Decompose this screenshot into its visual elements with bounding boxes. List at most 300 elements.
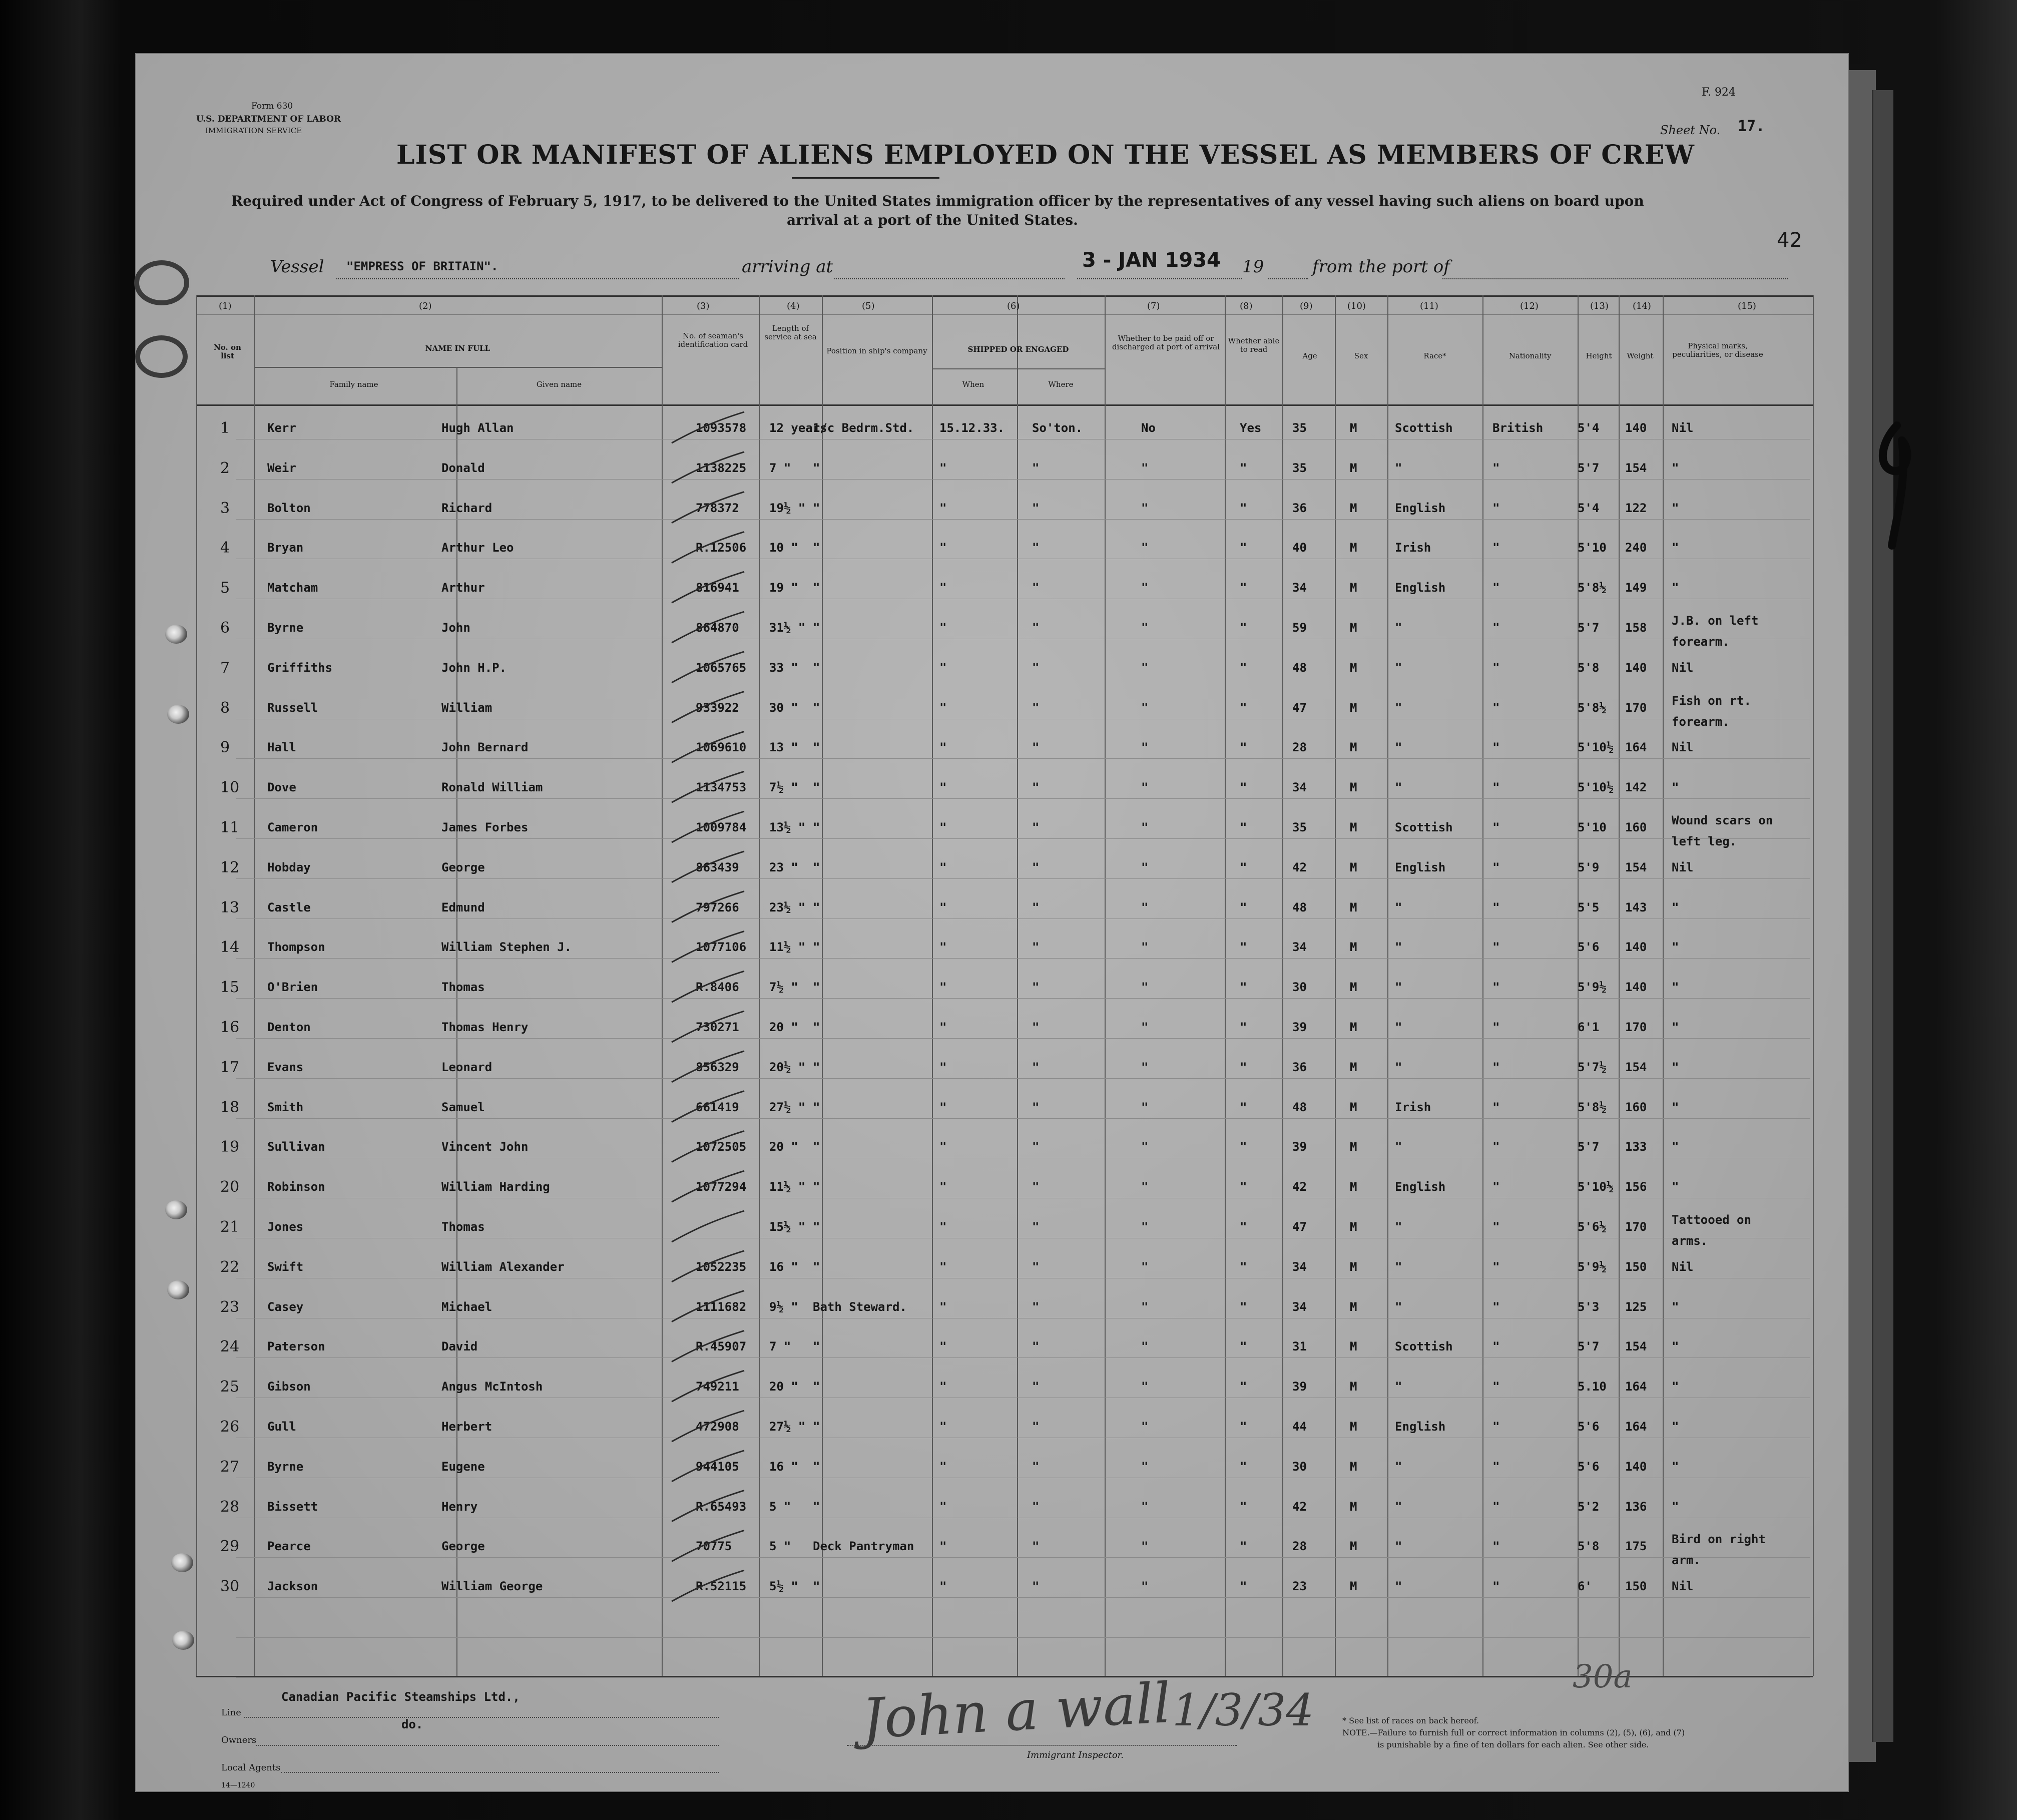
check-slash — [672, 891, 744, 923]
arrival-date-stamp: 3 - JAN 1934 — [1082, 249, 1221, 272]
given-name-cell: Eugene — [441, 1459, 485, 1474]
height-cell: 5'10½ — [1578, 1180, 1614, 1194]
paid-off-cell: " — [1141, 1220, 1149, 1234]
family-name-cell: Russell — [267, 700, 318, 715]
position-cell: " — [813, 1259, 820, 1274]
service-length-cell: 13 " — [769, 740, 798, 755]
nationality-cell: " — [1492, 1339, 1500, 1354]
shipped-when-cell: " — [939, 1060, 947, 1074]
paid-off-cell: " — [1141, 541, 1149, 555]
height-cell: 5'9 — [1578, 860, 1600, 874]
able-read-cell: " — [1240, 740, 1247, 755]
able-read-cell: " — [1240, 860, 1247, 874]
service-length-cell: 16 " — [769, 1459, 798, 1474]
physical-marks-cell: Tattooed on — [1672, 1213, 1751, 1227]
paid-off-cell: " — [1141, 780, 1149, 795]
height-cell: 5'9½ — [1578, 980, 1607, 995]
physical-marks-cell: " — [1672, 1100, 1679, 1114]
check-slash — [672, 1091, 744, 1122]
shipped-where-cell: " — [1032, 1259, 1040, 1274]
weight-cell: 143 — [1625, 900, 1647, 915]
service-length-cell: 5½ " — [769, 1579, 798, 1594]
age-cell: 42 — [1292, 1499, 1307, 1514]
col-number: (1) — [219, 301, 232, 311]
service-length-cell: 10 " — [769, 541, 798, 555]
col-number: (4) — [787, 301, 800, 311]
underlying-sheet-edge — [1872, 90, 1893, 1742]
row-number: 23 — [220, 1298, 240, 1316]
sex-cell: M — [1350, 1299, 1357, 1314]
physical-marks-cell: " — [1672, 1140, 1679, 1154]
sheet-number: 17. — [1738, 118, 1765, 135]
age-cell: 34 — [1292, 1259, 1307, 1274]
given-name-cell: Vincent John — [441, 1140, 529, 1154]
races-note: * See list of races on back hereof. — [1342, 1716, 1479, 1725]
able-read-cell: " — [1240, 1579, 1247, 1594]
race-cell: " — [1395, 1060, 1402, 1074]
id-card-cell: 472908 — [696, 1420, 739, 1434]
weight-cell: 164 — [1625, 740, 1647, 755]
sex-cell: M — [1350, 1220, 1357, 1234]
nationality-cell: " — [1492, 900, 1500, 915]
able-read-cell: " — [1240, 780, 1247, 795]
paid-off-cell: " — [1141, 1020, 1149, 1034]
shipped-where-cell: " — [1032, 1020, 1040, 1034]
race-cell: English — [1395, 860, 1446, 874]
check-slash — [672, 652, 747, 683]
col-number: (11) — [1420, 301, 1438, 311]
position-cell: " — [813, 980, 820, 995]
service-label: IMMIGRATION SERVICE — [205, 126, 302, 135]
able-read-cell: Yes — [1240, 421, 1262, 435]
sex-cell: M — [1350, 421, 1357, 435]
shipped-where-cell: " — [1032, 1420, 1040, 1434]
binder-ring — [134, 260, 189, 305]
family-name-cell: Castle — [267, 900, 311, 915]
physical-marks-cell: " — [1672, 900, 1679, 915]
able-read-cell: " — [1240, 1180, 1247, 1194]
able-read-cell: " — [1240, 980, 1247, 995]
nationality-cell: " — [1492, 1459, 1500, 1474]
shipped-where-cell: " — [1032, 700, 1040, 715]
weight-cell: 140 — [1625, 660, 1647, 675]
id-card-cell: 749211 — [696, 1380, 739, 1394]
race-cell: " — [1395, 1259, 1402, 1274]
id-card-cell: 1065765 — [696, 660, 747, 675]
year-prefix: 19 — [1242, 257, 1264, 277]
shipped-where-cell: " — [1032, 541, 1040, 555]
nationality-cell: " — [1492, 501, 1500, 515]
given-name-cell: Ronald William — [441, 780, 543, 795]
able-read-cell: " — [1240, 900, 1247, 915]
nationality-cell: " — [1492, 1060, 1500, 1074]
service-length-cell: 7½ " — [769, 980, 798, 995]
race-cell: " — [1395, 1140, 1402, 1154]
race-cell: " — [1395, 980, 1402, 995]
family-name-cell: Dove — [267, 780, 296, 795]
age-cell: 48 — [1292, 1100, 1307, 1114]
position-cell: " — [813, 820, 820, 834]
position-cell: " — [813, 621, 820, 635]
able-read-cell: " — [1240, 1100, 1247, 1114]
height-cell: 5'10½ — [1578, 780, 1614, 795]
age-cell: 28 — [1292, 1539, 1307, 1554]
given-name-cell: William — [441, 700, 492, 715]
able-read-cell: " — [1240, 700, 1247, 715]
given-name-cell: Angus McIntosh — [441, 1380, 543, 1394]
able-read-cell: " — [1240, 581, 1247, 595]
binder-ring — [135, 335, 188, 378]
row-number: 2 — [220, 459, 230, 477]
family-name-cell: Evans — [267, 1060, 304, 1074]
sex-cell: M — [1350, 980, 1357, 995]
weight-cell: 164 — [1625, 1420, 1647, 1434]
row-number: 11 — [220, 819, 240, 836]
position-cell: " — [813, 1459, 820, 1474]
weight-cell: 154 — [1625, 1339, 1647, 1354]
id-card-cell: R.8406 — [696, 980, 739, 995]
age-cell: 44 — [1292, 1420, 1307, 1434]
sex-cell: M — [1350, 900, 1357, 915]
paid-off-cell: " — [1141, 581, 1149, 595]
service-length-cell: 19½ " — [769, 501, 806, 515]
position-cell: " — [813, 660, 820, 675]
service-length-cell: 20½ " — [769, 1060, 806, 1074]
sex-cell: M — [1350, 1499, 1357, 1514]
race-cell: " — [1395, 1539, 1402, 1554]
shipped-when-cell: " — [939, 461, 947, 475]
physical-marks-cont-cell: left leg. — [1672, 834, 1737, 848]
position-cell: " — [813, 541, 820, 555]
header-length-service: Length of service at sea — [764, 324, 817, 341]
service-length-cell: 9½ " — [769, 1299, 798, 1314]
row-number: 16 — [220, 1019, 240, 1036]
given-name-cell: George — [441, 1539, 485, 1554]
family-name-cell: Jones — [267, 1220, 304, 1234]
binder-hole — [171, 1553, 193, 1572]
physical-marks-cont-cell: forearm. — [1672, 635, 1730, 649]
row-number: 8 — [220, 699, 230, 717]
height-cell: 5.10 — [1578, 1380, 1607, 1394]
nationality-cell: " — [1492, 541, 1500, 555]
col-number: (14) — [1633, 301, 1651, 311]
age-cell: 28 — [1292, 740, 1307, 755]
line-label: Line — [221, 1707, 241, 1718]
able-read-cell: " — [1240, 1299, 1247, 1314]
family-name-cell: Cameron — [267, 820, 318, 834]
check-slash — [672, 692, 744, 723]
service-length-cell: 19 " — [769, 581, 798, 595]
paid-off-cell: " — [1141, 1539, 1149, 1554]
service-length-cell: 20 " — [769, 1020, 798, 1034]
age-cell: 34 — [1292, 940, 1307, 955]
check-slash — [672, 532, 747, 563]
shipped-when-cell: " — [939, 660, 947, 675]
shipped-where-cell: " — [1032, 1539, 1040, 1554]
nationality-cell: " — [1492, 860, 1500, 874]
given-name-cell: William Stephen J. — [441, 940, 572, 955]
id-card-cell: 1134753 — [696, 780, 747, 795]
weight-cell: 140 — [1625, 421, 1647, 435]
col-number: (9) — [1300, 301, 1313, 311]
id-card-cell: 1009784 — [696, 820, 747, 834]
service-length-cell: 7 " — [769, 461, 791, 475]
race-cell: English — [1395, 501, 1446, 515]
nationality-cell: " — [1492, 1380, 1500, 1394]
check-slash — [672, 1251, 747, 1282]
shipped-when-cell: " — [939, 1020, 947, 1034]
sex-cell: M — [1350, 1339, 1357, 1354]
able-read-cell: " — [1240, 541, 1247, 555]
height-cell: 5'4 — [1578, 421, 1600, 435]
sheet-label: Sheet No. — [1660, 123, 1721, 137]
binder-hole — [172, 1631, 194, 1650]
height-cell: 5'7 — [1578, 461, 1600, 475]
id-card-cell: 70775 — [696, 1539, 732, 1554]
service-length-cell: 12 years — [769, 421, 827, 435]
shipped-where-cell: " — [1032, 1299, 1040, 1314]
nationality-cell: " — [1492, 1259, 1500, 1274]
shipped-where-cell: " — [1032, 1579, 1040, 1594]
header-nationality: Nationality — [1508, 351, 1552, 360]
physical-marks-cell: " — [1672, 1060, 1679, 1074]
physical-marks-cell: " — [1672, 1299, 1679, 1314]
age-cell: 35 — [1292, 820, 1307, 834]
height-cell: 5'10 — [1578, 541, 1607, 555]
sex-cell: M — [1350, 1020, 1357, 1034]
shipped-where-cell: " — [1032, 501, 1040, 515]
height-cell: 5'3 — [1578, 1299, 1600, 1314]
physical-marks-cell: Nil — [1672, 1579, 1694, 1594]
shipped-when-cell: " — [939, 1499, 947, 1514]
physical-marks-cell: " — [1672, 501, 1679, 515]
race-cell: " — [1395, 660, 1402, 675]
paid-off-cell: " — [1141, 1499, 1149, 1514]
nationality-cell: " — [1492, 1420, 1500, 1434]
family-name-cell: Kerr — [267, 421, 296, 435]
shipped-when-cell: " — [939, 1579, 947, 1594]
shipped-when-cell: " — [939, 1299, 947, 1314]
check-slash — [672, 1011, 744, 1042]
nationality-cell: " — [1492, 1499, 1500, 1514]
service-length-cell: 13½ " — [769, 820, 806, 834]
check-slash — [672, 612, 744, 643]
header-age: Age — [1302, 351, 1317, 360]
service-length-cell: 27½ " — [769, 1100, 806, 1114]
col-number: (5) — [862, 301, 875, 311]
race-cell: Irish — [1395, 1100, 1431, 1114]
physical-marks-cell: Nil — [1672, 740, 1694, 755]
weight-cell: 240 — [1625, 541, 1647, 555]
given-name-cell: William Alexander — [441, 1259, 565, 1274]
family-name-cell: Gibson — [267, 1380, 311, 1394]
race-cell: Scottish — [1395, 421, 1453, 435]
col-number: (8) — [1240, 301, 1253, 311]
family-name-cell: Bissett — [267, 1499, 318, 1514]
physical-marks-cell: Fish on rt. — [1672, 693, 1751, 708]
paid-off-cell: No — [1141, 421, 1156, 435]
able-read-cell: " — [1240, 1499, 1247, 1514]
paid-off-cell: " — [1141, 740, 1149, 755]
height-cell: 6' — [1578, 1579, 1592, 1594]
check-slash — [672, 1451, 744, 1482]
age-cell: 39 — [1292, 1140, 1307, 1154]
age-cell: 40 — [1292, 541, 1307, 555]
check-slash — [672, 1131, 747, 1162]
col-number: (10) — [1347, 301, 1366, 311]
paid-off-cell: " — [1141, 461, 1149, 475]
able-read-cell: " — [1240, 1140, 1247, 1154]
shipped-where-cell: " — [1032, 740, 1040, 755]
check-slash — [672, 971, 744, 1002]
paid-off-cell: " — [1141, 1299, 1149, 1314]
header-id-card: No. of seaman's identification card — [678, 331, 748, 349]
physical-marks-cell: " — [1672, 1499, 1679, 1514]
height-cell: 5'9½ — [1578, 1259, 1607, 1274]
nationality-cell: " — [1492, 780, 1500, 795]
check-slash — [672, 851, 744, 882]
height-cell: 5'2 — [1578, 1499, 1600, 1514]
physical-marks-cont-cell: forearm. — [1672, 714, 1730, 729]
id-card-cell: 1072505 — [696, 1140, 747, 1154]
nationality-cell: " — [1492, 1539, 1500, 1554]
check-slash — [672, 1491, 747, 1522]
id-card-cell: R.52115 — [696, 1579, 747, 1594]
age-cell: 47 — [1292, 700, 1307, 715]
position-cell: " — [813, 461, 820, 475]
weight-cell: 175 — [1625, 1539, 1647, 1554]
physical-marks-cell: Nil — [1672, 1259, 1694, 1274]
shipped-when-cell: " — [939, 860, 947, 874]
sex-cell: M — [1350, 1579, 1357, 1594]
physical-marks-cell: Nil — [1672, 860, 1694, 874]
physical-marks-cell: Bird on right — [1672, 1532, 1766, 1547]
row-number: 4 — [220, 539, 230, 557]
position-cell: " — [813, 1339, 820, 1354]
position-cell: " — [813, 1020, 820, 1034]
service-length-cell: 20 " — [769, 1140, 798, 1154]
given-name-cell: Leonard — [441, 1060, 492, 1074]
col-number: (12) — [1520, 301, 1539, 311]
age-cell: 47 — [1292, 1220, 1307, 1234]
nationality-cell: " — [1492, 581, 1500, 595]
given-name-cell: Arthur Leo — [441, 541, 514, 555]
physical-marks-cell: Nil — [1672, 660, 1694, 675]
race-cell: " — [1395, 700, 1402, 715]
able-read-cell: " — [1240, 660, 1247, 675]
shipped-when-cell: " — [939, 1180, 947, 1194]
shipped-when-cell: " — [939, 1420, 947, 1434]
paid-off-cell: " — [1141, 940, 1149, 955]
physical-marks-cell: " — [1672, 1339, 1679, 1354]
family-name-cell: Sullivan — [267, 1140, 325, 1154]
given-name-cell: Thomas — [441, 980, 485, 995]
binder-hole — [165, 625, 187, 644]
family-name-cell: Griffiths — [267, 660, 333, 675]
paid-off-cell: " — [1141, 700, 1149, 715]
position-cell: " — [813, 940, 820, 955]
row-number: 20 — [220, 1178, 240, 1196]
service-length-cell: 20 " — [769, 1380, 798, 1394]
shipped-when-cell: " — [939, 581, 947, 595]
row-number: 9 — [220, 739, 230, 757]
id-card-cell: 864870 — [696, 621, 739, 635]
age-cell: 59 — [1292, 621, 1307, 635]
shipped-where-cell: " — [1032, 1220, 1040, 1234]
height-cell: 5'10½ — [1578, 740, 1614, 755]
position-cell: " — [813, 1180, 820, 1194]
given-name-cell: Arthur — [441, 581, 485, 595]
header-no-on-list: No. on list — [214, 343, 241, 360]
nationality-cell: " — [1492, 1220, 1500, 1234]
row-number: 7 — [220, 659, 230, 677]
height-cell: 5'6 — [1578, 1420, 1600, 1434]
penalty-note-2: is punishable by a fine of ten dollars for each alien. See other side. — [1377, 1740, 1649, 1749]
shipped-when-cell: " — [939, 501, 947, 515]
id-card-cell: 1069610 — [696, 740, 747, 755]
sex-cell: M — [1350, 1100, 1357, 1114]
nationality-cell: " — [1492, 461, 1500, 475]
shipped-when-cell: " — [939, 1380, 947, 1394]
physical-marks-cell: " — [1672, 1420, 1679, 1434]
position-cell: " — [813, 1220, 820, 1234]
local-agents-label: Local Agents — [221, 1762, 281, 1773]
sex-cell: M — [1350, 860, 1357, 874]
sheet-handwritten-note: 30a — [1573, 1658, 1633, 1695]
nationality-cell: " — [1492, 1100, 1500, 1114]
shipped-when-cell: " — [939, 900, 947, 915]
position-cell: " — [813, 1499, 820, 1514]
id-card-cell: 797266 — [696, 900, 739, 915]
service-length-cell: 23½ " — [769, 900, 806, 915]
able-read-cell: " — [1240, 501, 1247, 515]
given-name-cell: Thomas Henry — [441, 1020, 529, 1034]
shipped-when-cell: " — [939, 980, 947, 995]
id-card-cell: 933922 — [696, 700, 739, 715]
act-subtitle-1: Required under Act of Congress of February 5, 1917, to be delivered to the United States immigration officer by the representatives of any vessel having such aliens on board upon — [231, 193, 1644, 209]
race-cell: " — [1395, 1459, 1402, 1474]
height-cell: 5'4 — [1578, 501, 1600, 515]
given-name-cell: John — [441, 621, 470, 635]
header-shipped-engaged: SHIPPED OR ENGAGED — [967, 345, 1069, 354]
age-cell: 31 — [1292, 1339, 1307, 1354]
check-slash — [672, 1530, 744, 1561]
owners-value: do. — [401, 1717, 423, 1731]
given-name-cell: William Harding — [441, 1180, 550, 1194]
able-read-cell: " — [1240, 1020, 1247, 1034]
check-slash — [672, 1330, 747, 1361]
id-card-cell: 1138225 — [696, 461, 747, 475]
paid-off-cell: " — [1141, 621, 1149, 635]
header-given-name: Given name — [536, 380, 582, 389]
id-card-cell: R.12506 — [696, 541, 747, 555]
weight-cell: 122 — [1625, 501, 1647, 515]
service-length-cell: 30 " — [769, 700, 798, 715]
shipped-when-cell: " — [939, 1100, 947, 1114]
weight-cell: 140 — [1625, 980, 1647, 995]
family-name-cell: Byrne — [267, 621, 304, 635]
weight-cell: 154 — [1625, 1060, 1647, 1074]
given-name-cell: Michael — [441, 1299, 492, 1314]
shipped-when-cell: " — [939, 740, 947, 755]
height-cell: 5'7 — [1578, 1339, 1600, 1354]
check-slash — [672, 1411, 744, 1442]
row-number: 27 — [220, 1458, 240, 1476]
sex-cell: M — [1350, 1140, 1357, 1154]
age-cell: 35 — [1292, 461, 1307, 475]
inspector-signature: John a wall — [860, 1670, 1173, 1751]
col-number: (15) — [1738, 301, 1756, 311]
